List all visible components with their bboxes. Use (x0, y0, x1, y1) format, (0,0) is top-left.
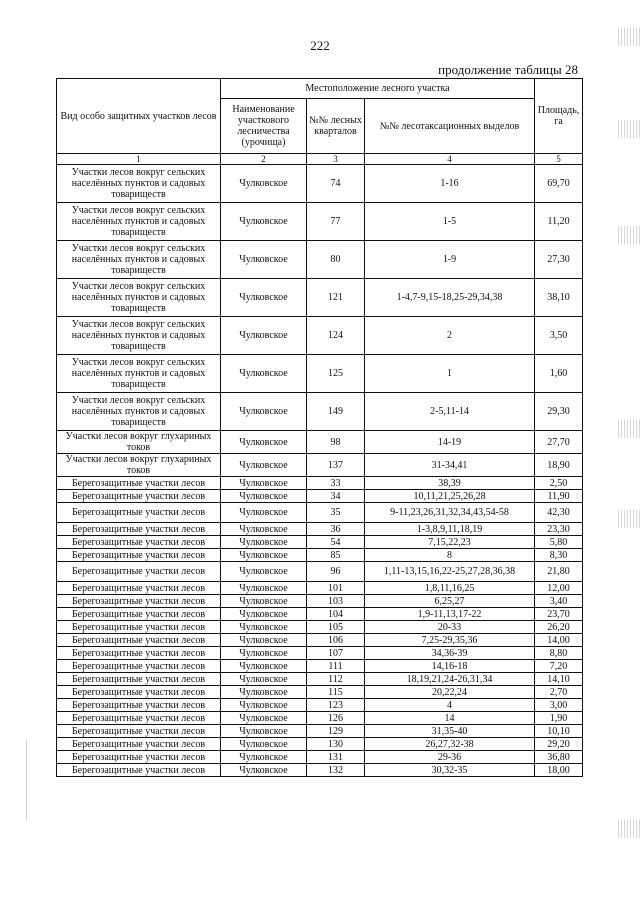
header-location: Местоположение лесного участка (221, 79, 535, 99)
cell-type: Берегозащитные участки лесов (57, 751, 221, 764)
cell-forestry: Чулковское (221, 241, 307, 279)
cell-sections: 2-5,11-14 (365, 393, 535, 431)
cell-sections: 7,25-29,35,36 (365, 634, 535, 647)
header-forestry: Наименование участкового лесничества (урочища) (221, 99, 307, 154)
cell-area: 18,90 (535, 454, 583, 477)
cell-type: Берегозащитные участки лесов (57, 621, 221, 634)
cell-type: Участки лесов вокруг глухариных токов (57, 454, 221, 477)
cell-forestry: Чулковское (221, 647, 307, 660)
forest-plots-table (56, 78, 583, 777)
cell-forestry: Чулковское (221, 477, 307, 490)
cell-quarter: 124 (307, 317, 365, 355)
cell-sections: 1 (365, 355, 535, 393)
cell-sections: 9-11,23,26,31,32,34,43,54-58 (365, 503, 535, 523)
cell-forestry: Чулковское (221, 764, 307, 777)
cell-forestry: Чулковское (221, 549, 307, 562)
table-row (57, 621, 583, 634)
cell-type: Участки лесов вокруг сельских населённых пунктов и садовых товариществ (57, 393, 221, 431)
cell-area: 18,00 (535, 764, 583, 777)
table-row (57, 582, 583, 595)
cell-quarter: 132 (307, 764, 365, 777)
cell-area: 3,40 (535, 595, 583, 608)
table-row (57, 431, 583, 454)
cell-type: Берегозащитные участки лесов (57, 582, 221, 595)
cell-type: Участки лесов вокруг глухариных токов (57, 431, 221, 454)
cell-sections: 1-3,8,9,11,18,19 (365, 523, 535, 536)
cell-quarter: 103 (307, 595, 365, 608)
table-row (57, 536, 583, 549)
table-row (57, 203, 583, 241)
cell-area: 3,00 (535, 699, 583, 712)
cell-area: 21,80 (535, 562, 583, 582)
cell-area: 10,10 (535, 725, 583, 738)
header-sections: №№ лесотаксационных выделов (365, 99, 535, 154)
cell-area: 14,10 (535, 673, 583, 686)
cell-sections: 31-34,41 (365, 454, 535, 477)
cell-quarter: 34 (307, 490, 365, 503)
page-number: 222 (310, 38, 330, 53)
cell-sections: 4 (365, 699, 535, 712)
cell-area: 7,20 (535, 660, 583, 673)
cell-area: 11,20 (535, 203, 583, 241)
cell-forestry: Чулковское (221, 393, 307, 431)
column-number: 4 (365, 154, 535, 165)
cell-forestry: Чулковское (221, 536, 307, 549)
cell-forestry: Чулковское (221, 725, 307, 738)
cell-sections: 1-4,7-9,15-18,25-29,34,38 (365, 279, 535, 317)
cell-area: 29,20 (535, 738, 583, 751)
cell-forestry: Чулковское (221, 317, 307, 355)
scan-artifact (618, 510, 640, 528)
cell-sections: 14,16-18 (365, 660, 535, 673)
cell-type: Участки лесов вокруг сельских населённых пунктов и садовых товариществ (57, 241, 221, 279)
cell-area: 8,30 (535, 549, 583, 562)
cell-type: Берегозащитные участки лесов (57, 647, 221, 660)
cell-area: 1,90 (535, 712, 583, 725)
cell-area: 12,00 (535, 582, 583, 595)
cell-sections: 1,11-13,15,16,22-25,27,28,36,38 (365, 562, 535, 582)
table-row (57, 454, 583, 477)
cell-forestry: Чулковское (221, 355, 307, 393)
column-number: 2 (221, 154, 307, 165)
cell-area: 2,70 (535, 686, 583, 699)
cell-quarter: 107 (307, 647, 365, 660)
header-type: Вид особо защитных участков лесов (57, 79, 221, 154)
cell-type: Участки лесов вокруг сельских населённых пунктов и садовых товариществ (57, 279, 221, 317)
cell-quarter: 35 (307, 503, 365, 523)
cell-type: Берегозащитные участки лесов (57, 660, 221, 673)
cell-forestry: Чулковское (221, 673, 307, 686)
header-quarters: №№ лесных кварталов (307, 99, 365, 154)
cell-quarter: 74 (307, 165, 365, 203)
continuation-label: продолжение таблицы 28 (438, 62, 578, 77)
cell-quarter: 149 (307, 393, 365, 431)
cell-quarter: 123 (307, 699, 365, 712)
cell-sections: 14 (365, 712, 535, 725)
cell-area: 27,70 (535, 431, 583, 454)
cell-forestry: Чулковское (221, 165, 307, 203)
table-row (57, 699, 583, 712)
cell-sections: 26,27,32-38 (365, 738, 535, 751)
cell-forestry: Чулковское (221, 582, 307, 595)
table-row (57, 647, 583, 660)
cell-quarter: 106 (307, 634, 365, 647)
cell-quarter: 85 (307, 549, 365, 562)
scan-artifact (618, 820, 640, 838)
cell-type: Берегозащитные участки лесов (57, 725, 221, 738)
cell-sections: 20,22,24 (365, 686, 535, 699)
cell-type: Берегозащитные участки лесов (57, 712, 221, 725)
cell-type: Участки лесов вокруг сельских населённых пунктов и садовых товариществ (57, 203, 221, 241)
cell-type: Берегозащитные участки лесов (57, 686, 221, 699)
cell-sections: 34,36-39 (365, 647, 535, 660)
table-row (57, 523, 583, 536)
cell-area: 29,30 (535, 393, 583, 431)
cell-area: 23,70 (535, 608, 583, 621)
cell-sections: 7,15,22,23 (365, 536, 535, 549)
cell-sections: 2 (365, 317, 535, 355)
cell-area: 1,60 (535, 355, 583, 393)
cell-sections: 1-9 (365, 241, 535, 279)
cell-sections: 14-19 (365, 431, 535, 454)
cell-sections: 1-16 (365, 165, 535, 203)
table-row (57, 241, 583, 279)
table-row (57, 725, 583, 738)
table-row (57, 595, 583, 608)
scan-edge-line (26, 740, 27, 820)
cell-forestry: Чулковское (221, 279, 307, 317)
table-row (57, 279, 583, 317)
table-row (57, 738, 583, 751)
cell-sections: 6,25,27 (365, 595, 535, 608)
cell-type: Берегозащитные участки лесов (57, 595, 221, 608)
table-row (57, 393, 583, 431)
cell-type: Участки лесов вокруг сельских населённых пунктов и садовых товариществ (57, 165, 221, 203)
cell-type: Берегозащитные участки лесов (57, 549, 221, 562)
cell-forestry: Чулковское (221, 490, 307, 503)
cell-type: Берегозащитные участки лесов (57, 738, 221, 751)
cell-type: Участки лесов вокруг сельских населённых пунктов и садовых товариществ (57, 355, 221, 393)
table-body (57, 165, 583, 777)
table-row (57, 355, 583, 393)
cell-quarter: 121 (307, 279, 365, 317)
scan-artifact (618, 226, 640, 244)
scan-artifact (618, 420, 640, 438)
cell-quarter: 98 (307, 431, 365, 454)
cell-forestry: Чулковское (221, 454, 307, 477)
cell-sections: 20-33 (365, 621, 535, 634)
cell-forestry: Чулковское (221, 562, 307, 582)
cell-forestry: Чулковское (221, 523, 307, 536)
cell-type: Берегозащитные участки лесов (57, 503, 221, 523)
table-row (57, 503, 583, 523)
cell-forestry: Чулковское (221, 621, 307, 634)
scan-artifact (618, 120, 640, 138)
table-row (57, 751, 583, 764)
cell-area: 8,80 (535, 647, 583, 660)
cell-type: Берегозащитные участки лесов (57, 764, 221, 777)
cell-area: 69,70 (535, 165, 583, 203)
table-row (57, 673, 583, 686)
cell-sections: 1,8,11,16,25 (365, 582, 535, 595)
cell-quarter: 105 (307, 621, 365, 634)
cell-quarter: 137 (307, 454, 365, 477)
cell-forestry: Чулковское (221, 660, 307, 673)
cell-quarter: 104 (307, 608, 365, 621)
table-row (57, 165, 583, 203)
cell-type: Берегозащитные участки лесов (57, 490, 221, 503)
cell-sections: 31,35-40 (365, 725, 535, 738)
cell-sections: 18,19,21,24-26,31,34 (365, 673, 535, 686)
cell-quarter: 54 (307, 536, 365, 549)
cell-sections: 1-5 (365, 203, 535, 241)
cell-type: Берегозащитные участки лесов (57, 608, 221, 621)
cell-type: Берегозащитные участки лесов (57, 699, 221, 712)
cell-area: 23,30 (535, 523, 583, 536)
table-row (57, 764, 583, 777)
cell-quarter: 111 (307, 660, 365, 673)
table-row (57, 634, 583, 647)
cell-quarter: 115 (307, 686, 365, 699)
table-row (57, 686, 583, 699)
cell-quarter: 77 (307, 203, 365, 241)
cell-sections: 29-36 (365, 751, 535, 764)
cell-forestry: Чулковское (221, 712, 307, 725)
cell-type: Участки лесов вокруг сельских населённых пунктов и садовых товариществ (57, 317, 221, 355)
cell-quarter: 96 (307, 562, 365, 582)
cell-forestry: Чулковское (221, 699, 307, 712)
cell-quarter: 125 (307, 355, 365, 393)
cell-forestry: Чулковское (221, 503, 307, 523)
cell-area: 2,50 (535, 477, 583, 490)
cell-sections: 10,11,21,25,26,28 (365, 490, 535, 503)
cell-forestry: Чулковское (221, 751, 307, 764)
column-number: 1 (57, 154, 221, 165)
cell-forestry: Чулковское (221, 431, 307, 454)
cell-quarter: 112 (307, 673, 365, 686)
table-row (57, 317, 583, 355)
cell-sections: 1,9-11,13,17-22 (365, 608, 535, 621)
cell-forestry: Чулковское (221, 595, 307, 608)
cell-forestry: Чулковское (221, 738, 307, 751)
cell-type: Берегозащитные участки лесов (57, 477, 221, 490)
cell-area: 26,20 (535, 621, 583, 634)
cell-quarter: 126 (307, 712, 365, 725)
cell-area: 5,80 (535, 536, 583, 549)
cell-forestry: Чулковское (221, 203, 307, 241)
cell-quarter: 130 (307, 738, 365, 751)
cell-area: 11,90 (535, 490, 583, 503)
cell-area: 36,80 (535, 751, 583, 764)
column-number: 5 (535, 154, 583, 165)
cell-forestry: Чулковское (221, 686, 307, 699)
cell-area: 38,10 (535, 279, 583, 317)
cell-quarter: 101 (307, 582, 365, 595)
column-number: 3 (307, 154, 365, 165)
column-number-row (57, 154, 583, 165)
cell-sections: 38,39 (365, 477, 535, 490)
cell-sections: 30,32-35 (365, 764, 535, 777)
table-row (57, 562, 583, 582)
table-row (57, 549, 583, 562)
cell-type: Берегозащитные участки лесов (57, 673, 221, 686)
cell-quarter: 33 (307, 477, 365, 490)
table-row (57, 490, 583, 503)
cell-quarter: 131 (307, 751, 365, 764)
cell-sections: 8 (365, 549, 535, 562)
table-row (57, 660, 583, 673)
cell-type: Берегозащитные участки лесов (57, 562, 221, 582)
table-row (57, 712, 583, 725)
cell-type: Берегозащитные участки лесов (57, 536, 221, 549)
cell-quarter: 36 (307, 523, 365, 536)
cell-type: Берегозащитные участки лесов (57, 634, 221, 647)
table-row (57, 608, 583, 621)
cell-area: 27,30 (535, 241, 583, 279)
cell-area: 3,50 (535, 317, 583, 355)
cell-forestry: Чулковское (221, 634, 307, 647)
table-row (57, 477, 583, 490)
cell-type: Берегозащитные участки лесов (57, 523, 221, 536)
cell-area: 14,00 (535, 634, 583, 647)
scan-artifact (618, 28, 640, 46)
cell-quarter: 80 (307, 241, 365, 279)
cell-forestry: Чулковское (221, 608, 307, 621)
cell-area: 42,30 (535, 503, 583, 523)
cell-quarter: 129 (307, 725, 365, 738)
header-area: Площадь, га (535, 79, 583, 154)
